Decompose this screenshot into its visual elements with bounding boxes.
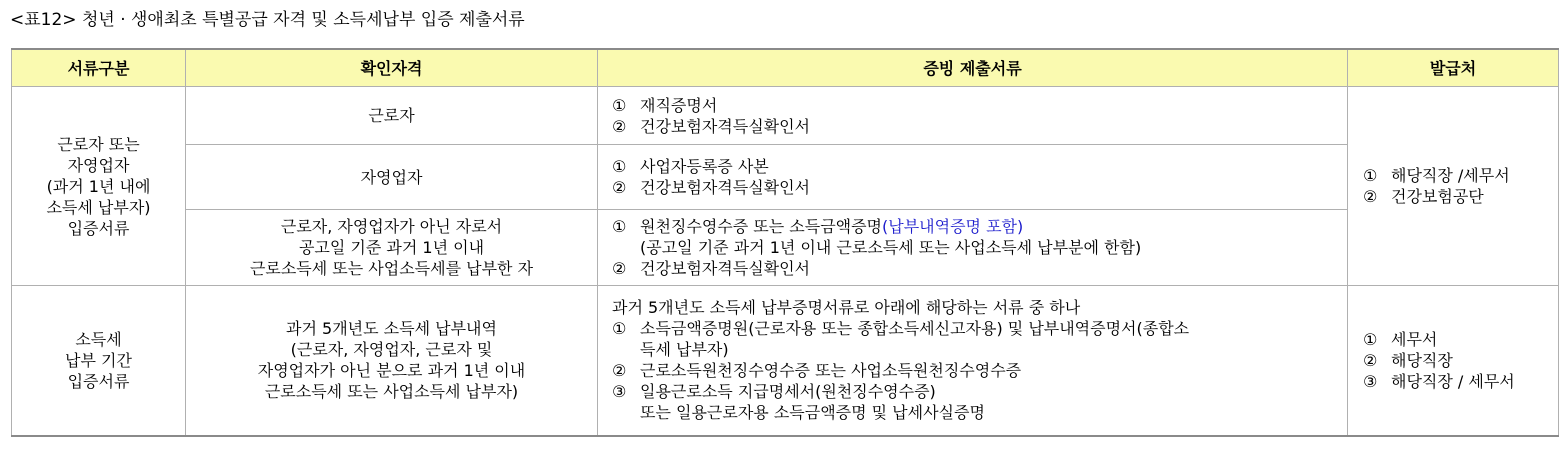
item-number: ① xyxy=(612,319,627,339)
header-documents: 증빙 제출서류 xyxy=(598,49,1348,87)
document-item xyxy=(612,339,1341,360)
item-number: ② xyxy=(612,259,627,278)
issuer-text: 해당직장 xyxy=(1391,350,1453,370)
table-caption: <표12> 청년 · 생애최초 특별공급 자격 및 소득세납부 입증 제출서류 xyxy=(10,10,525,30)
item-number: ① xyxy=(612,157,627,176)
documents-cell xyxy=(598,210,1348,286)
documents-cell xyxy=(598,87,1348,145)
document-item xyxy=(612,237,1341,258)
category-line: 납부 기간 xyxy=(65,350,132,370)
document-item xyxy=(612,95,1341,116)
document-text: 건강보험자격득실확인서 xyxy=(640,178,811,197)
header-row xyxy=(12,49,1559,87)
item-number: ② xyxy=(612,361,627,381)
issuer-item xyxy=(1363,165,1558,186)
document-item xyxy=(612,360,1341,381)
item-number: ② xyxy=(1363,350,1378,370)
qualification-cell xyxy=(186,87,598,145)
documents-table xyxy=(11,48,1559,437)
qualification-line: 근로자, 자영업자가 아닌 자로서 xyxy=(280,217,503,236)
header-qualification: 확인자격 xyxy=(186,49,598,87)
qualification-line: 공고일 기준 과거 1년 이내 xyxy=(298,238,485,257)
item-number: ① xyxy=(612,95,627,115)
issuer-text: 건강보험공단 xyxy=(1391,187,1484,206)
document-text: 득세 납부자) xyxy=(640,340,729,360)
table-row xyxy=(12,87,1559,145)
document-item xyxy=(612,156,1341,177)
qualification-line: 자영업자가 아닌 분으로 과거 1년 이내 xyxy=(257,361,526,381)
documents-intro: 과거 5개년도 소득세 납부증명서류로 아래에 해당하는 서류 중 하나 xyxy=(612,298,1081,318)
issuer-cell xyxy=(1348,87,1559,286)
item-number: ③ xyxy=(612,382,627,402)
header-issuer: 발급처 xyxy=(1348,49,1559,87)
documents-cell xyxy=(598,286,1348,436)
item-number: ② xyxy=(612,178,627,197)
document-text: 건강보험자격득실확인서 xyxy=(640,116,811,136)
item-number: ① xyxy=(1363,329,1378,349)
issuer-cell xyxy=(1348,286,1559,436)
issuer-text: 해당직장 /세무서 xyxy=(1391,166,1510,185)
issuer-item xyxy=(1363,329,1558,350)
document-item xyxy=(612,116,1341,137)
document-item xyxy=(612,216,1341,237)
documents-cell xyxy=(598,145,1348,210)
category-cell xyxy=(12,87,186,286)
qualification-cell xyxy=(186,210,598,286)
document-text: 또는 일용근로자용 소득금액증명 및 납세사실증명 xyxy=(640,403,985,423)
item-number: ① xyxy=(612,217,627,236)
issuer-item xyxy=(1363,186,1558,207)
category-line: 소득세 납부자) xyxy=(46,197,151,217)
qualification-line: 근로소득세 또는 사업소득세 납부자) xyxy=(264,382,519,402)
document-text: 사업자등록증 사본 xyxy=(640,157,769,176)
document-item xyxy=(612,381,1341,402)
qualification-line: 근로자 xyxy=(368,106,415,125)
category-line: 입증서류 xyxy=(67,371,130,391)
issuer-item xyxy=(1363,350,1558,371)
header-category: 서류구분 xyxy=(12,49,186,87)
qualification-cell xyxy=(186,286,598,436)
issuer-text: 해당직장 / 세무서 xyxy=(1391,371,1515,391)
table-row xyxy=(12,210,1559,286)
category-cell xyxy=(12,286,186,436)
document-item xyxy=(612,177,1341,198)
item-number: ③ xyxy=(1363,371,1378,391)
qualification-cell xyxy=(186,145,598,210)
document-item xyxy=(612,258,1341,279)
table-row xyxy=(12,286,1559,436)
issuer-text: 세무서 xyxy=(1391,329,1438,349)
issuer-item xyxy=(1363,371,1558,392)
document-item xyxy=(612,402,1341,423)
document-highlight: (납부내역증명 포함) xyxy=(882,217,1024,236)
document-text: (공고일 기준 과거 1년 이내 근로소득세 또는 사업소득세 납부분에 한함) xyxy=(640,238,1142,257)
document-text: 근로소득원천징수영수증 또는 사업소득원천징수영수증 xyxy=(640,361,1022,381)
document-text: 원천징수영수증 또는 소득금액증명 xyxy=(640,217,883,236)
category-line: 소득세 xyxy=(75,329,122,349)
document-text: 일용근로소득 지급명세서(원천징수영수증) xyxy=(640,382,936,402)
qualification-line: 과거 5개년도 소득세 납부내역 xyxy=(286,319,497,339)
category-line: (과거 1년 내에 xyxy=(46,176,151,196)
document-text: 건강보험자격득실확인서 xyxy=(640,259,811,278)
item-number: ② xyxy=(612,116,627,136)
table-row xyxy=(12,145,1559,210)
category-line: 근로자 또는 xyxy=(57,134,140,154)
document-text: 재직증명서 xyxy=(640,95,718,115)
item-number: ② xyxy=(1363,187,1378,206)
item-number: ① xyxy=(1363,166,1378,185)
qualification-line: 자영업자 xyxy=(360,167,423,187)
category-line: 자영업자 xyxy=(67,155,130,175)
document-item xyxy=(612,318,1341,339)
category-line: 입증서류 xyxy=(67,218,130,238)
qualification-line: 근로소득세 또는 사업소득세를 납부한 자 xyxy=(249,259,534,278)
qualification-line: (근로자, 자영업자, 근로자 및 xyxy=(290,340,493,360)
document-text: 소득금액증명원(근로자용 또는 종합소득세신고자용) 및 납부내역증명서(종합소 xyxy=(640,319,1190,339)
